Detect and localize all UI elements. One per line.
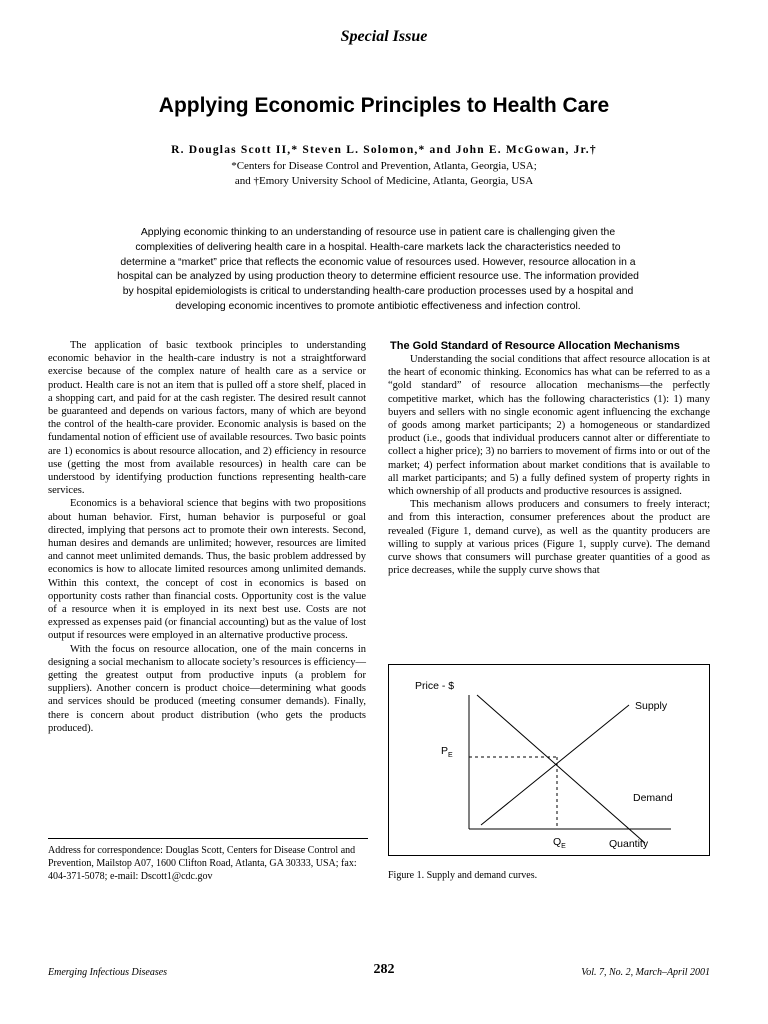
affiliation-1: *Centers for Disease Control and Prevention, Atlanta, Georgia, USA; [231, 160, 537, 172]
equilibrium-price-label: $P_E$ [441, 745, 453, 759]
supply-curve [481, 705, 629, 825]
body-paragraph: With the focus on resource allocation, one of the main concerns in designing a social mechanism to allocate society’s resources is efficiency—getting the greatest output from productive inputs (a problem for suppliers). Another concern is product choice—determining what goods and services should be produced (meeting consumer demands). Finally, there is concern about product distribution (who gets the products produced). [48, 643, 366, 734]
footer-volume-info: Vol. 7, No. 2, March–April 2001 [581, 967, 710, 978]
correspondence-footnote: Address for correspondence: Douglas Scott, Centers for Disease Control and Prevention, Mailstop A07, 1600 Clifton Road, Atlanta, GA 30333, USA; fax: 404-371-5078; e-mail: Dscott1@cdc.gov [48, 845, 357, 882]
footnote-divider [48, 838, 368, 839]
demand-label: Demand [633, 792, 673, 804]
y-axis-label: Price - $ [415, 680, 455, 692]
special-issue-label: Special Issue [340, 28, 428, 45]
body-paragraph: This mechanism allows producers and consumers to freely interact; and from this interaction, consumer preferences about the product are revealed (Figure 1, demand curve), as well as the quantity producers are willing to supply at various prices (Figure 1, supply curve). The demand curve shows that consumers will purchase greater quantities of a good as price decreases, while the supply curve shows that [388, 499, 710, 577]
x-axis-label: Quantity [609, 838, 649, 850]
article-title: Applying Economic Principles to Health Care [158, 94, 610, 117]
affiliation-2: and †Emory University School of Medicine, Atlanta, Georgia, USA [234, 175, 534, 187]
body-paragraph: The application of basic textbook principles to understanding economic behavior in the health-care industry is not a straightforward exercise because of the complex nature of health care as a service or product. Health care is not an item that is pulled off a store shelf, placed in a shopping cart, and paid for at the cash register. The desired result cannot be guaranteed and depends on various factors, many of which are beyond the control of the health-care provider. Economic analysis is based on the fundamental notion of efficient use of available resources. Two basic points are 1) economics is about resource allocation, and 2) efficiency in resource use (getting the most from available resources) in health care can be understood by identifying production functions representing health-care services. [48, 340, 366, 497]
equilibrium-quantity-label: $Q_E$ [553, 836, 566, 850]
body-paragraph: Economics is a behavioral science that begins with two propositions about human behavior. First, human behavior is purposeful or goal directed, implying that persons act to promote their own interests. Second, human desires and demands are unlimited; however, resources are limited and cannot meet unlimited demands. Thus, the basic problem addressed by economics is how to allocate limited resources among unlimited demands. Within this context, the concept of cost in economics is based on opportunity costs rather than financial costs. Opportunity cost is the value of a resource when it is employed in its next best use. Costs are not expressed as expenses paid (or financial accounting) but as the value of lost output if resources were employed in an alternative productive process. [48, 498, 366, 642]
supply-demand-chart [389, 665, 711, 857]
page-number: 282 [373, 962, 395, 977]
section-heading: The Gold Standard of Resource Allocation Mechanisms [390, 340, 680, 352]
supply-label: Supply [635, 700, 668, 712]
figure-1 [388, 664, 710, 856]
abstract: Applying economic thinking to an understanding of resource use in patient care is challenging given the complexities of delivering health care in a hospital. Health-care markets lack the characteristics needed to determine a “market” price that reflects the economic value of resources used. However, resource allocation in a hospital can be analyzed by using production theory to determine efficient resource use. The information provided by hospital epidemiologists is critical to understanding health-care production processes used by a hospital and developing economic incentives to promote antibiotic effectiveness and infection control. [117, 227, 639, 312]
body-paragraph: Understanding the social conditions that affect resource allocation is at the heart of economic thinking. Economics has what can be referred to as a “gold standard” of resource allocation mechanisms—the perfectly competitive market, which has the following characteristics (1): 1) many buyers and sellers with no single economic agent influencing the exchange of goods among market participants; 2) a homogeneous or standardized product (i.e., goods that individual producers cannot alter or differentiate to collect a higher price); 3) no barriers to movement of firms into or out of the market; 4) perfect information about market conditions that is available to all market participants; and 5) a fully defined system of property rights in which ownership of all products and productive resources is assigned. [388, 354, 710, 498]
right-column [388, 339, 710, 577]
left-column [48, 339, 366, 735]
footer-journal-name: Emerging Infectious Diseases [48, 967, 168, 978]
author-list: R. Douglas Scott II,* Steven L. Solomon,* and John E. McGowan, Jr.† [171, 144, 597, 156]
demand-curve [477, 695, 645, 843]
figure-caption: Figure 1. Supply and demand curves. [388, 870, 538, 881]
